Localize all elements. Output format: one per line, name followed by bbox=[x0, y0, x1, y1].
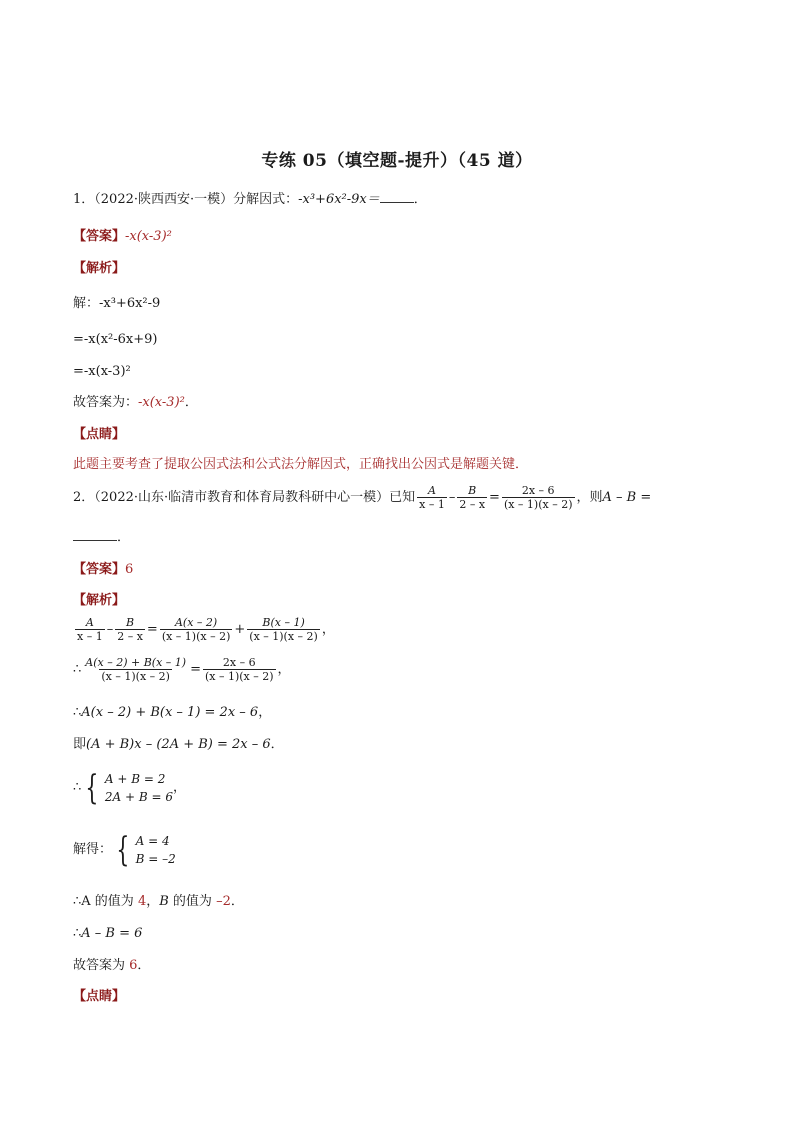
question-1-stem bbox=[73, 190, 427, 209]
frac-numerator: B(x – 1) bbox=[262, 616, 305, 629]
equals-sign: = bbox=[190, 661, 201, 677]
q1-sol-4-value: -x(x-3)² bbox=[138, 395, 185, 410]
step2-fraction-1 bbox=[83, 656, 188, 683]
frac-denominator: (x – 1)(x – 2) bbox=[503, 498, 573, 511]
q2-comment-tag bbox=[73, 988, 125, 1006]
therefore-symbol: ∴ bbox=[73, 926, 82, 941]
q1-analysis-tag bbox=[73, 260, 125, 278]
plus-sign: + bbox=[234, 621, 246, 637]
equals-sign: = bbox=[146, 621, 158, 637]
q1-stem-expr: -x³+6x²-9x＝ bbox=[298, 192, 380, 207]
step1-fraction-4 bbox=[247, 616, 320, 643]
q2-answer bbox=[73, 561, 133, 579]
q2-answer-blank bbox=[73, 528, 117, 541]
q2-stem-fraction-3 bbox=[502, 484, 575, 511]
q2-stem-mid: ，则 bbox=[576, 489, 603, 505]
step2-fraction-2 bbox=[203, 656, 276, 683]
step1-fraction-1 bbox=[75, 616, 105, 643]
frac-numerator: B bbox=[468, 484, 477, 497]
frac-numerator: A bbox=[428, 484, 436, 497]
q2-analysis-tag bbox=[73, 592, 125, 610]
q1-analysis-label: 【解析】 bbox=[73, 261, 126, 276]
q1-answer-value: -x(x-3)² bbox=[125, 229, 172, 244]
q1-sol-2-text: =-x(x²-6x+9) bbox=[73, 332, 158, 347]
q1-comment-body: 此题主要考查了提取公因式法和公式法分解因式，正确找出公因式是解题关键． bbox=[73, 457, 529, 472]
frac-denominator: x – 1 bbox=[77, 630, 103, 643]
minus-sign: – bbox=[448, 489, 456, 505]
q1-sol-4-suffix: ． bbox=[184, 395, 198, 410]
comma: ， bbox=[277, 661, 291, 677]
q1-answer bbox=[73, 228, 172, 246]
q2-solution-step-4 bbox=[73, 736, 284, 754]
frac-denominator: 2 – x bbox=[117, 630, 143, 643]
step1-fraction-3 bbox=[160, 616, 233, 643]
result-equation: A – B = 6 bbox=[81, 926, 143, 941]
solution-equation-1: A = 4 bbox=[135, 834, 170, 848]
therefore-symbol: ∴ bbox=[73, 661, 82, 677]
frac-denominator: (x – 1)(x – 2) bbox=[249, 630, 318, 643]
q1-comment-label: 【点睛】 bbox=[73, 427, 126, 442]
solve-prefix: 解得： bbox=[73, 842, 113, 857]
q2-answer-tag: 【答案】 bbox=[73, 562, 126, 577]
q2-solution-values bbox=[73, 893, 244, 911]
q2-solution-system-2 bbox=[73, 832, 176, 868]
step4-equation: (A + B)x – (2A + B) = 2x – 6 bbox=[86, 737, 271, 752]
q1-comment-tag bbox=[73, 426, 125, 444]
frac-denominator: 2 – x bbox=[459, 498, 486, 511]
solution-equation-2: B = –2 bbox=[135, 852, 176, 866]
therefore-symbol: ∴ bbox=[73, 780, 82, 795]
q2-stem-prefix: 2．（2022·山东·临清市教育和体育局教科研中心一模）已知 bbox=[73, 489, 416, 505]
label-b: B bbox=[159, 894, 169, 909]
q2-analysis-label: 【解析】 bbox=[73, 593, 126, 608]
period: ． bbox=[230, 894, 244, 909]
step1-fraction-2 bbox=[115, 616, 145, 643]
period: ． bbox=[270, 737, 284, 752]
frac-numerator: A(x – 2) + B(x – 1) bbox=[85, 656, 187, 669]
q1-solution-line-2 bbox=[73, 331, 157, 349]
q1-stem-prefix: 1．（2022·陕西西安·一模）分解因式： bbox=[73, 192, 299, 207]
q2-solution-step-3 bbox=[73, 704, 271, 722]
comma: ， bbox=[173, 780, 187, 795]
q1-solution-line-3 bbox=[73, 363, 131, 381]
q2-solution-step-2 bbox=[73, 656, 291, 683]
q2-solution-system-1 bbox=[73, 770, 186, 806]
frac-numerator: B bbox=[126, 616, 135, 629]
q1-answer-blank bbox=[380, 190, 414, 203]
period: ． bbox=[137, 958, 151, 973]
question-2-stem bbox=[73, 484, 651, 511]
q2-stem-fraction-2 bbox=[457, 484, 487, 511]
frac-numerator: 2x – 6 bbox=[222, 656, 256, 669]
q2-solution-step-1 bbox=[73, 616, 335, 643]
step3-equation: A(x – 2) + B(x – 1) = 2x – 6 bbox=[81, 705, 259, 720]
minus-sign: – bbox=[106, 621, 114, 637]
q1-solution-line-1 bbox=[73, 295, 160, 313]
system-equation-1: A + B = 2 bbox=[104, 772, 166, 786]
equation-system bbox=[81, 770, 173, 806]
left-brace-icon: { bbox=[85, 768, 99, 808]
final-value: 6 bbox=[129, 958, 138, 973]
page-title: 专练 05（填空题-提升）（45 道） bbox=[261, 151, 533, 171]
q2-stem-end: ． bbox=[117, 530, 131, 545]
equals-sign: = bbox=[489, 489, 500, 505]
solution-system bbox=[112, 832, 176, 868]
q1-sol-1-text: 解：-x³+6x²-9 bbox=[73, 296, 161, 311]
q2-answer-value: 6 bbox=[125, 562, 134, 577]
frac-denominator: (x – 1)(x – 2) bbox=[101, 670, 170, 683]
comma: ， bbox=[321, 621, 335, 637]
frac-denominator: x – 1 bbox=[419, 498, 445, 511]
comma: ， bbox=[258, 705, 272, 720]
q1-comment-text bbox=[73, 456, 528, 474]
q1-sol-3-text: =-x(x-3)² bbox=[73, 364, 131, 379]
frac-denominator: (x – 1)(x – 2) bbox=[204, 670, 274, 683]
final-prefix: 故答案为 bbox=[73, 958, 130, 973]
value-text-b: 的值为 bbox=[168, 894, 217, 909]
left-brace-icon: { bbox=[116, 830, 130, 870]
q1-stem-suffix: ． bbox=[413, 192, 427, 207]
q2-stem-expr: A – B = bbox=[602, 489, 652, 505]
value-b: –2 bbox=[216, 894, 231, 909]
q1-answer-tag: 【答案】 bbox=[73, 229, 126, 244]
frac-denominator: (x – 1)(x – 2) bbox=[161, 630, 231, 643]
q2-solution-result bbox=[73, 925, 142, 943]
separator: ， bbox=[146, 894, 160, 909]
q2-stem-fraction-1 bbox=[417, 484, 447, 511]
frac-numerator: 2x – 6 bbox=[521, 484, 555, 497]
q2-stem-continued bbox=[73, 528, 130, 547]
value-text-a: ∴A 的值为 bbox=[73, 894, 138, 909]
system-equation-2: 2A + B = 6 bbox=[104, 790, 174, 804]
frac-numerator: A bbox=[85, 616, 94, 629]
value-a: 4 bbox=[137, 894, 147, 909]
step4-prefix: 即 bbox=[73, 737, 87, 752]
q1-solution-line-4 bbox=[73, 394, 198, 412]
q1-sol-4-prefix: 故答案为： bbox=[73, 395, 139, 410]
q2-comment-label: 【点睛】 bbox=[73, 989, 126, 1004]
frac-numerator: A(x – 2) bbox=[174, 616, 218, 629]
therefore-symbol: ∴ bbox=[73, 705, 82, 720]
q2-final-answer bbox=[73, 957, 150, 975]
